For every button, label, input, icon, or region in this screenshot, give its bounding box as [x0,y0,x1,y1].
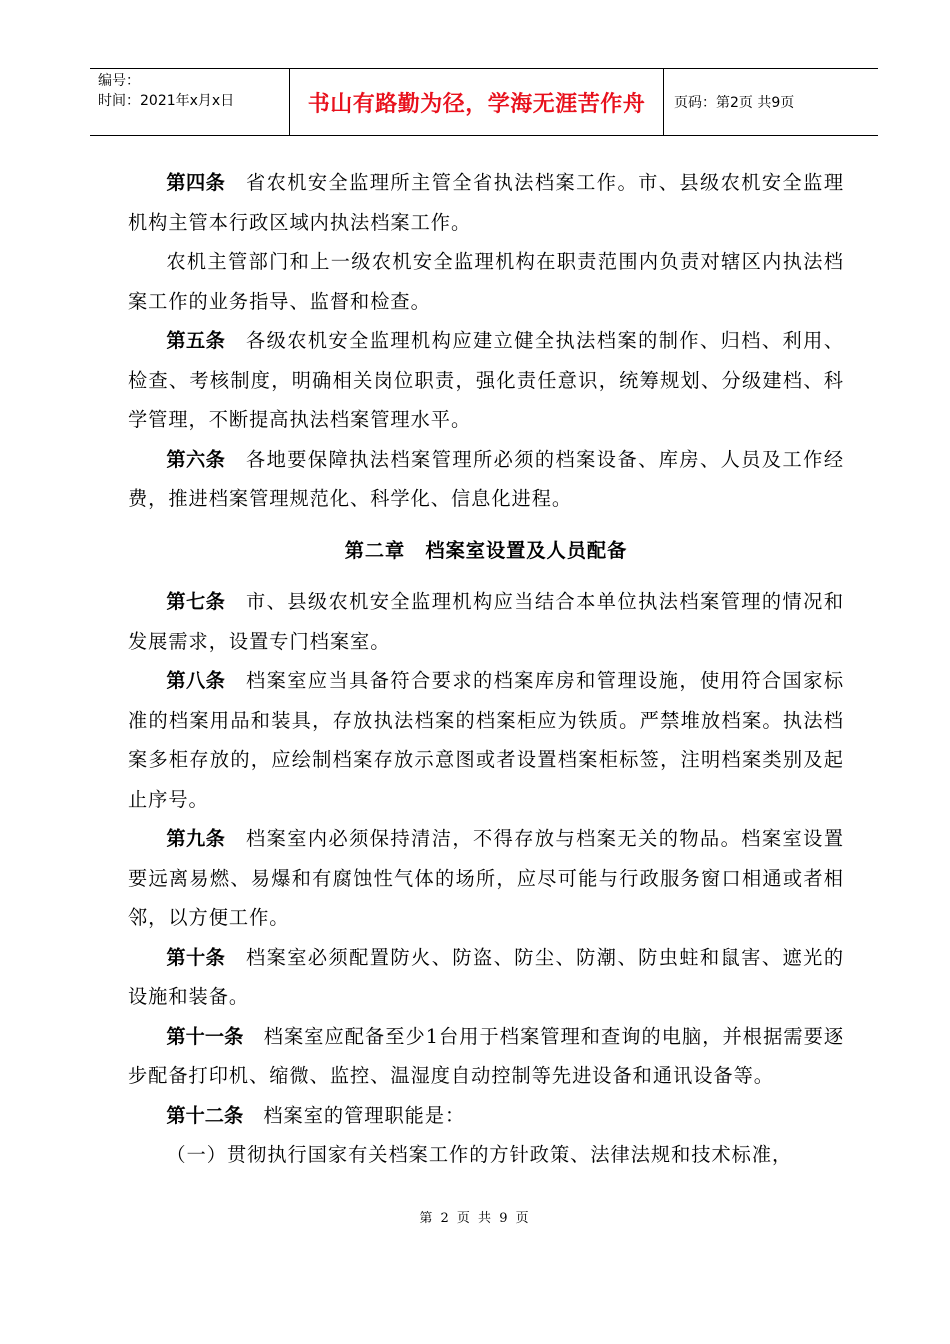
article-number: 第五条 [166,329,226,352]
article-text: 档案室必须配置防火、防盗、防尘、防潮、防虫蛀和鼠害、遮光的设施和装备。 [128,945,845,1008]
article-text: 档案室应配备至少1台用于档案管理和查询的电脑，并根据需要逐步配备打印机、缩微、监控、温湿度自动控制等先进设备和通讯设备等。 [128,1024,845,1087]
article-number: 第十二条 [166,1103,244,1127]
doc-time-label: 时间：2021年x月x日 [98,93,235,109]
article-paragraph [128,819,844,938]
article-paragraph [128,661,844,819]
article-paragraph [128,1096,844,1136]
header-meta [90,69,290,135]
header-motto: 书山有路勤为径，学海无涯苦作舟 [290,69,664,135]
article-paragraph [128,938,844,1017]
article-number: 第十条 [166,945,226,969]
article-number: 第四条 [166,171,226,194]
article-paragraph [128,582,844,661]
chapter-heading: 第二章 档案室设置及人员配备 [344,538,628,562]
document-body [128,163,844,1175]
article-number: 第十一条 [166,1024,244,1048]
article-paragraph [128,242,844,321]
article-paragraph [128,440,844,519]
article-text: 市、县级农机安全监理机构应当结合本单位执法档案管理的情况和发展需求，设置专门档案室。 [128,590,845,653]
article-paragraph [128,1017,844,1096]
header-page-label: 页码：第2页 共9页 [674,95,795,111]
article-text: 农机主管部门和上一级农机安全监理机构在职责范围内负责对辖区内执法档案工作的业务指导、监督和检查。 [128,250,844,313]
article-text: 各级农机安全监理机构应建立健全执法档案的制作、归档、利用、检查、考核制度，明确相关岗位职责，强化责任意识，统筹规划、分级建档、科学管理，不断提高执法档案管理水平。 [128,329,845,431]
article-number: 第七条 [166,590,226,613]
article-text: 档案室内必须保持清洁，不得存放与档案无关的物品。档案室设置要远离易燃、易爆和有腐蚀性气体的场所，应尽可能与行政服务窗口相通或者相邻，以方便工作。 [128,827,845,929]
article-paragraph [128,321,844,440]
article-paragraph [128,163,844,242]
article-paragraph [128,1135,844,1175]
document-header [90,68,878,136]
article-number: 第九条 [166,827,226,850]
article-number: 第六条 [166,447,226,471]
article-text: 档案室应当具备符合要求的档案库房和管理设施，使用符合国家标准的档案用品和装具，存放执法档案的档案柜应为铁质。严禁堆放档案。执法档案多柜存放的，应绘制档案存放示意图或者设置档案柜标签，注明档案类别及起止序号。 [128,669,845,811]
page-footer: 第 2 页 共 9 页 [419,1211,531,1226]
article-text: 各地要保障执法档案管理所必须的档案设备、库房、人员及工作经费，推进档案管理规范化、科学化、信息化进程。 [128,447,845,510]
article-number: 第八条 [166,669,226,692]
article-text: （一）贯彻执行国家有关档案工作的方针政策、法律法规和技术标准， [166,1143,793,1166]
articles-chapter-two [128,582,844,1175]
article-text: 档案室的管理职能是： [263,1103,466,1127]
article-text: 省农机安全监理所主管全省执法档案工作。市、县级农机安全监理机构主管本行政区域内执法档案工作。 [128,171,845,234]
articles-chapter-one [128,163,844,519]
doc-number-label: 编号： [98,73,140,89]
